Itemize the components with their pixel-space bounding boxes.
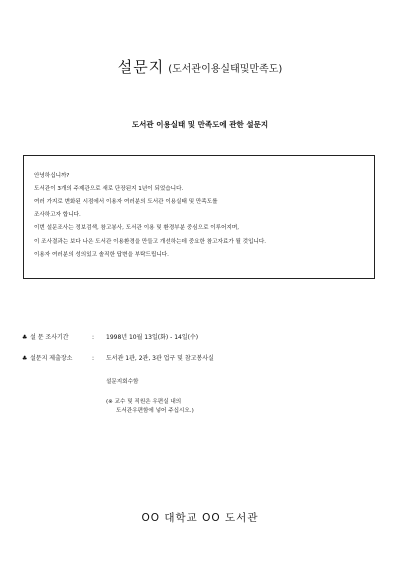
greeting-box — [23, 155, 375, 279]
greeting-line: 도서관이 3개의 주제관으로 새로 단장된지 1년이 되었습니다. — [34, 186, 184, 192]
submission-place-label: 설문지 제출장소 — [30, 355, 73, 362]
greeting-line: 여러 가지로 변화된 시점에서 이용자 여러분의 도서관 이용실태 및 만족도를 — [34, 199, 218, 205]
greeting-line: 이번 설문조사는 정보검색, 참고봉사, 도서관 이용 및 환경부분 중심으로 이루어지며, — [34, 225, 240, 231]
colon: : — [92, 334, 95, 341]
collection-note-line: 도서관우편함에 넣어 주십시오.) — [116, 408, 194, 414]
submission-place-value: 도서관 1관, 2관, 3관 업구 및 참고봉사실 — [106, 355, 214, 362]
collection-note-line: (※ 교수 및 직원은 우편실 내의 — [106, 399, 182, 405]
title-main: 설문지 — [117, 58, 165, 76]
club-bullet-icon: ♣ — [22, 355, 28, 362]
club-bullet-icon: ♣ — [22, 334, 28, 341]
footer-institution: OO 대학교 OO 도서관 — [141, 512, 259, 524]
title-sub: (도서관이용실태및만족도) — [168, 64, 283, 75]
colon: : — [92, 355, 95, 362]
greeting-line: 안녕하십니까? — [34, 173, 70, 179]
submission-place-row — [22, 356, 214, 362]
document-title — [0, 56, 400, 77]
greeting-line: 이용자 여러분의 성의있고 솔직한 답변을 부탁드립니다. — [34, 252, 169, 258]
greeting-line: 이 조사결과는 보다 나은 도서관 이용환경을 만들고 개선하는데 중요한 참고자료가 될 것입니다. — [34, 239, 267, 245]
greeting-line: 조사하고자 합니다. — [34, 212, 81, 218]
survey-period-label: 설 문 조사기간 — [30, 334, 69, 341]
survey-period-row — [22, 335, 198, 341]
collection-box-heading: 설문지회수함 — [106, 379, 139, 385]
survey-period-value: 1998년 10월 13일(화) - 14일(수) — [106, 334, 199, 341]
survey-subtitle: 도서관 이용실태 및 만족도에 관한 설문지 — [131, 120, 269, 129]
